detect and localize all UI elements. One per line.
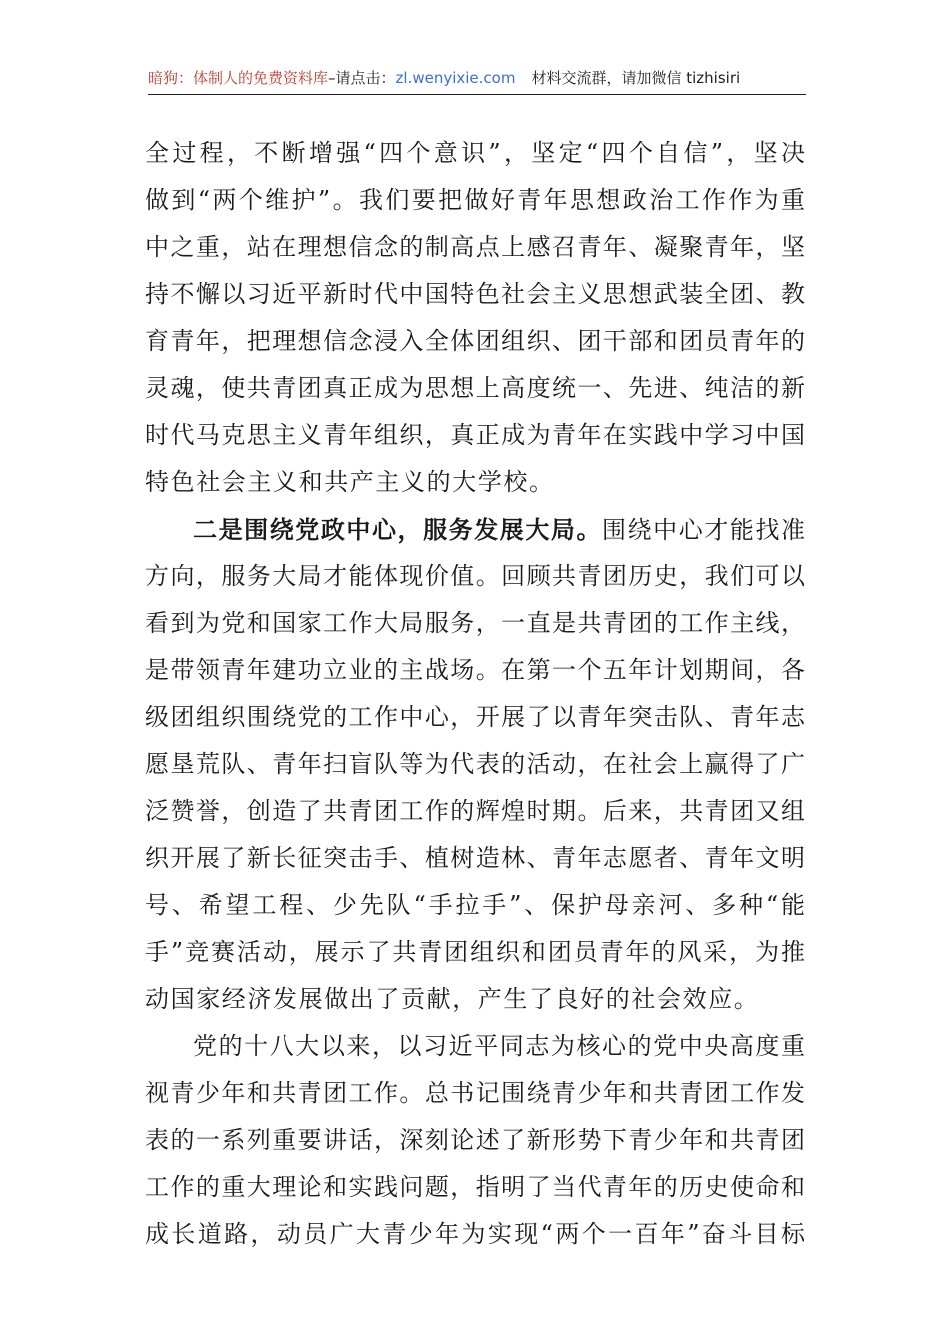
text-line: 视青少年和共青团工作。总书记围绕青少年和共青团工作发 [145, 1079, 805, 1107]
header-brand: 暗狗：体制人的免费资料库 [148, 69, 329, 87]
paragraph-heading: 二是围绕党政中心，服务发展大局。 [193, 515, 603, 544]
text-line: 织开展了新长征突击手、植树造林、青年志愿者、青年文明 [145, 844, 805, 872]
paragraph [145, 1023, 805, 1258]
text-line: 做到“两个维护”。我们要把做好青年思想政治工作作为重 [145, 186, 805, 214]
header-link[interactable]: zl.wenyixie.com [395, 69, 516, 87]
text-line: 党的十八大以来，以习近平同志为核心的党中央高度重 [193, 1032, 805, 1060]
text-line: 级团组织围绕党的工作中心，开展了以青年突击队、青年志 [145, 703, 805, 731]
text-line: 号、希望工程、少先队“手拉手”、保护母亲河、多种“能 [145, 891, 805, 919]
document-body [145, 130, 805, 1258]
text-line: 是带领青年建功立业的主战场。在第一个五年计划期间，各 [145, 656, 805, 684]
text-line: 表的一系列重要讲话，深刻论述了新形势下青少年和共青团 [145, 1126, 805, 1154]
text-line: 工作的重大理论和实践问题，指明了当代青年的历史使命和 [145, 1173, 805, 1201]
text-line: 全过程，不断增强“四个意识”，坚定“四个自信”，坚决 [145, 139, 805, 167]
text-line: 方向，服务大局才能体现价值。回顾共青团历史，我们可以 [145, 562, 805, 590]
text-line: 成长道路，动员广大青少年为实现“两个一百年”奋斗目标 [145, 1220, 805, 1248]
header-note: 材料交流群，请加微信 tizhisiri [531, 69, 741, 87]
text-line: 中之重，站在理想信念的制高点上感召青年、凝聚青年，坚 [145, 233, 805, 261]
header-prompt: –请点击： [328, 69, 396, 87]
text-line: 特色社会主义和共产主义的大学校。 [145, 468, 555, 496]
text-line: 持不懈以习近平新时代中国特色社会主义思想武装全团、教 [145, 280, 805, 308]
page-header [148, 62, 806, 95]
text-line: 愿垦荒队、青年扫盲队等为代表的活动，在社会上赢得了广 [145, 750, 805, 778]
text-line: 泛赞誉，创造了共青团工作的辉煌时期。后来，共青团又组 [145, 797, 805, 825]
paragraph [145, 130, 805, 506]
text-span: 围绕中心才能找准 [602, 516, 805, 544]
text-line: 灵魂，使共青团真正成为思想上高度统一、先进、纯洁的新 [145, 374, 805, 402]
paragraph [145, 506, 805, 1023]
text-line: 看到为党和国家工作大局服务，一直是共青团的工作主线， [145, 609, 805, 637]
text-line: 手”竞赛活动，展示了共青团组织和团员青年的风采，为推 [145, 938, 805, 966]
text-line: 动国家经济发展做出了贡献，产生了良好的社会效应。 [145, 985, 760, 1013]
text-line: 育青年，把理想信念浸入全体团组织、团干部和团员青年的 [145, 327, 805, 355]
text-line: 时代马克思主义青年组织，真正成为青年在实践中学习中国 [145, 421, 805, 449]
text-line [145, 506, 805, 553]
